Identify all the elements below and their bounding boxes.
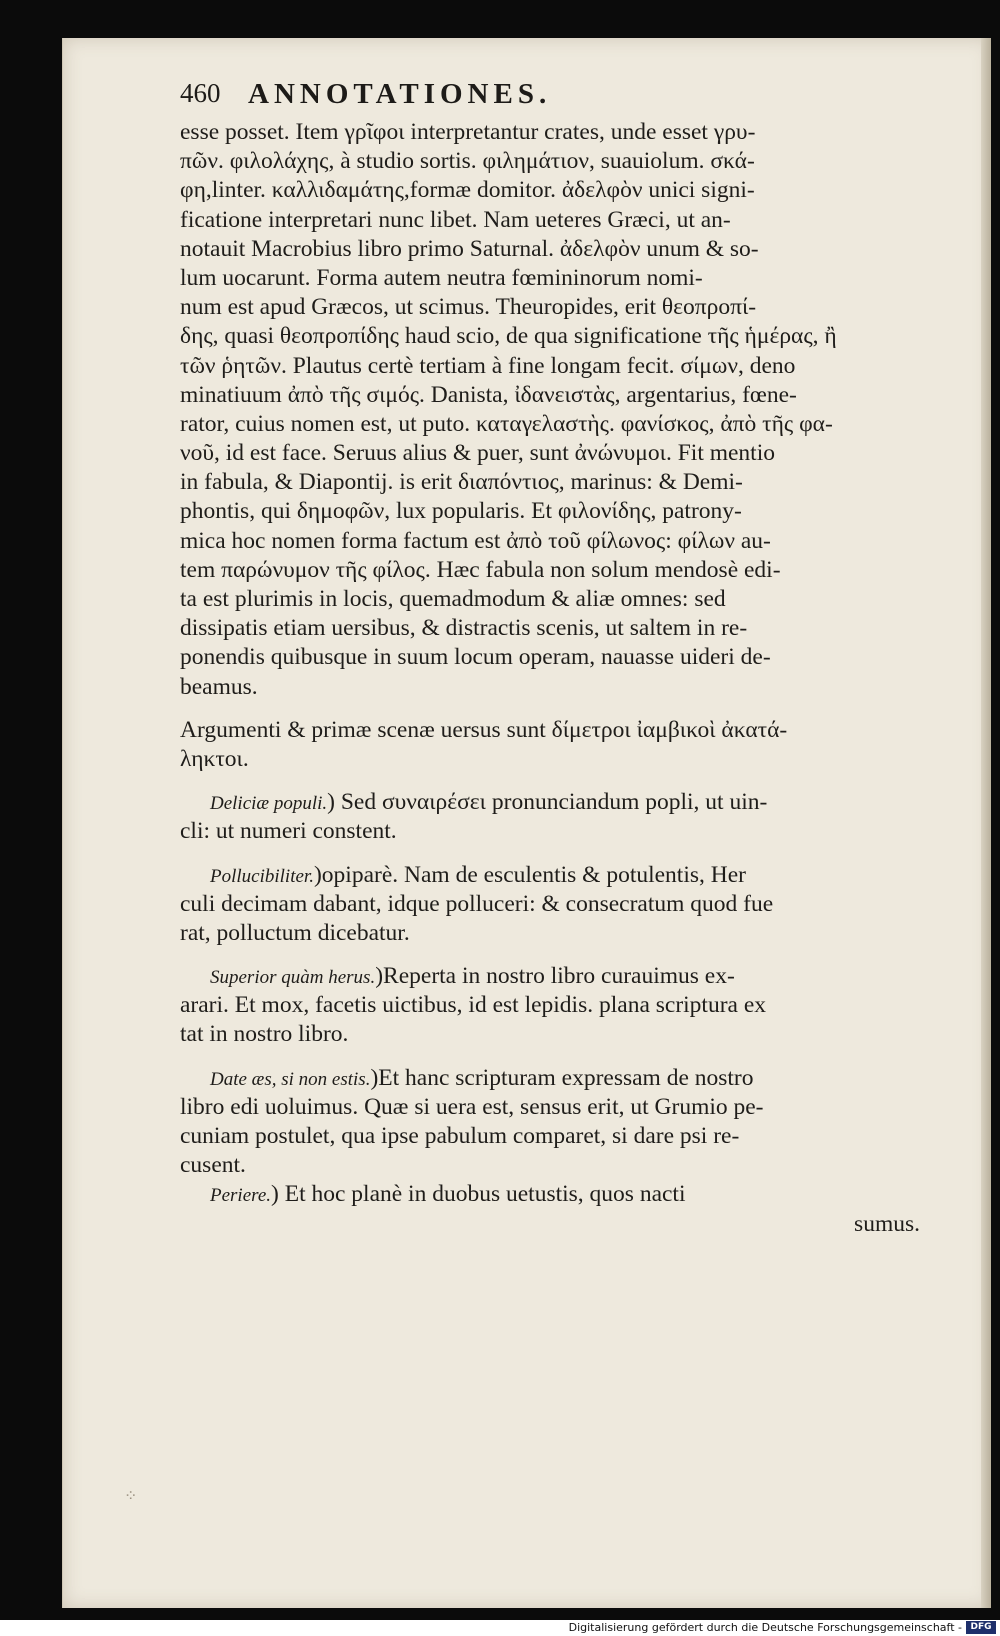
note-text: )Reperta in nostro libro curauimus ex- [375, 963, 735, 990]
text-line: πῶν. φιλολάχης, à studio sortis. φιλημάτιον, suauiolum. σκά- [180, 148, 755, 175]
footer-credit: Digitalisierung gefördert durch die Deutsche Forschungsgemeinschaft - [568, 1621, 962, 1634]
text-line: φη,linter. καλλιδαμάτης,formæ domitor. ἀδελφὸν unici signi- [180, 177, 755, 204]
note-line [180, 1064, 920, 1093]
note-line: cuniam postulet, qua ipse pabulum comparet, si dare psi re- [180, 1123, 740, 1149]
argumentum-line: ληκτοι. [180, 745, 249, 772]
argumentum-line: Argumenti & primæ scenæ uersus sunt δίμετροι ἰαμβικοὶ ἀκατά- [180, 716, 788, 743]
text-line: minatiuum ἀπὸ τῆς σιμός. Danista, ἰδανειστὰς, argentarius, fœne- [180, 381, 797, 408]
page-number: 460 [180, 78, 221, 108]
note-line: cusent. [180, 1152, 246, 1179]
note-lemma: Date æs, si non estis. [210, 1068, 371, 1090]
text-line: in fabula, & Diapontij. is erit διαπόντιος, marinus: & Demi- [180, 469, 743, 496]
digitization-footer [0, 1620, 1000, 1636]
note-line [180, 1180, 920, 1209]
note-lemma: Pollucibiliter. [210, 865, 314, 887]
note-line: culi decimam dabant, idque polluceri: & consecratum quod fue [180, 890, 774, 917]
text-line: lum uocarunt. Forma autem neutra fœmininorum nomi- [180, 264, 703, 291]
text-line: ficatione interpretari nunc libet. Nam ueteres Græci, ut an- [180, 206, 731, 233]
note-line: libro edi uoluimus. Quæ si uera est, sensus erit, ut Grumio pe- [180, 1093, 764, 1120]
margin-mark: ⁘ [124, 1488, 138, 1505]
note-text: ) Et hoc planè in duobus uetustis, quos nacti [271, 1181, 686, 1208]
running-title: ANNOTATIONES. [248, 78, 552, 110]
note-line: tat in nostro libro. [180, 1021, 349, 1048]
text-line: δης, quasi θεοπροπίδης haud scio, de qua significatione τῆς ἡμέρας, ἢ [180, 323, 837, 350]
note-line: cli: ut numeri constent. [180, 818, 397, 845]
text-line: phontis, qui δημοφῶν, lux popularis. Et φιλονίδης, patrony- [180, 498, 742, 525]
text-line: esse posset. Item γρῖφοι interpretantur crates, unde esset γρυ- [180, 119, 756, 145]
text-line: rator, cuius nomen est, ut puto. καταγελαστὴς. φανίσκος, ἀπὸ τῆς φα- [180, 410, 833, 437]
text-line: notauit Macrobius libro primo Saturnal. ἀδελφὸν unum & so- [180, 235, 759, 262]
text-line: num est apud Græcos, ut scimus. Theuropides, erit θεοπροπί- [180, 294, 757, 321]
page-gutter [981, 38, 991, 1608]
page-header [180, 78, 820, 122]
text-line: νοῦ, id est face. Seruus alius & puer, sunt ἀνώνυμοι. Fit mentio [180, 440, 775, 467]
text-line: ponendis quibusque in suum locum operam, nauasse uideri de- [180, 644, 771, 671]
main-text [180, 118, 920, 1239]
catchword: sumus. [854, 1210, 920, 1237]
note-line: rat, polluctum dicebatur. [180, 919, 410, 946]
note-text: )Et hanc scripturam expressam de nostro [370, 1064, 754, 1091]
text-line: dissipatis etiam uersibus, & distractis scenis, ut saltem in re- [180, 615, 748, 642]
note-lemma: Superior quàm herus. [210, 967, 376, 989]
text-line: mica hoc nomen forma factum est ἀπὸ τοῦ φίλωνος: φίλων au- [180, 527, 771, 554]
note-line: arari. Et mox, facetis uictibus, id est lepidis. plana scriptura ex [180, 992, 767, 1019]
text-line: beamus. [180, 673, 258, 700]
dfg-logo: DFG [966, 1621, 996, 1634]
text-line: τῶν ῥητῶν. Plautus certè tertiam à fine longam fecit. σίμων, deno [180, 352, 796, 379]
note-line [180, 861, 920, 890]
note-line [180, 962, 920, 991]
note-line [180, 788, 920, 817]
text-line: ta est plurimis in locis, quemadmodum & aliæ omnes: sed [180, 586, 726, 612]
text-line: tem παρώνυμον τῆς φίλος. Hæc fabula non solum mendosè edi- [180, 556, 781, 583]
note-lemma: Periere. [210, 1185, 272, 1207]
note-lemma: Deliciæ populi. [210, 793, 328, 815]
note-text: ) Sed συναιρέσει pronunciandum popli, ut uin- [327, 789, 768, 816]
note-text: )opiparè. Nam de esculentis & potulentis, Her [313, 861, 746, 888]
